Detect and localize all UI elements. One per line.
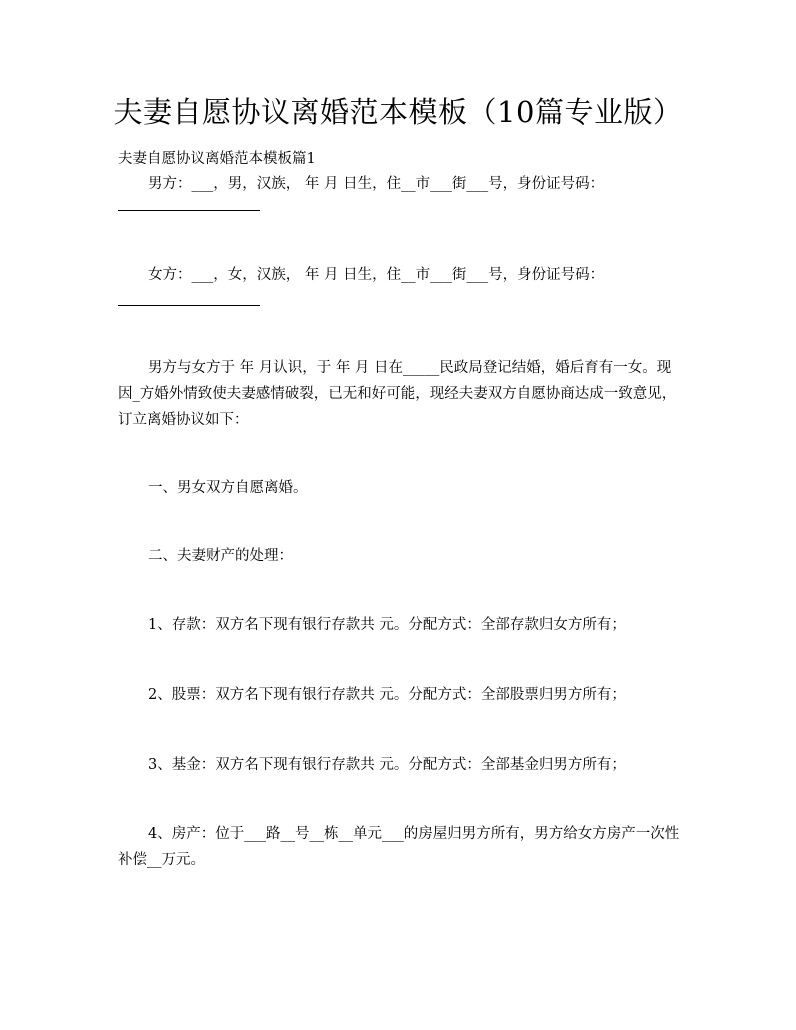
female-party-info: 女方：___，女，汉族， 年 月 日生，住__市___街___号，身份证号码： [148,267,605,283]
document-title: 夫妻自愿协议离婚范本模板（10篇专业版） [113,95,683,129]
clause-2: 二、夫妻财产的处理： [148,548,293,564]
female-id-blank-line [118,305,260,306]
property-item-4: 4、房产：位于___路__号__栋__单元___的房屋归男方所有，男方给女方房产一次性补偿__万元。 [118,826,680,868]
male-party-info: 男方：___，男，汉族， 年 月 日生，住__市___街___号，身份证号码： [148,176,605,192]
property-item-2: 2、股票：双方名下现有银行存款共 元。分配方式：全部股票归男方所有； [148,687,626,703]
property-item-1: 1、存款：双方名下现有银行存款共 元。分配方式：全部存款归女方所有； [148,617,626,633]
male-id-blank-line [118,210,260,211]
background-paragraph: 男方与女方于 年 月认识，于 年 月 日在_____民政局登记结婚，婚后育有一女。现因_方婚外情致使夫妻感情破裂，已无和好可能，现经夫妻双方自愿协商达成一致意见，订立离婚协议如下： [118,360,677,428]
section-heading: 夫妻自愿协议离婚范本模板篇1 [118,151,316,167]
property-item-3: 3、基金：双方名下现有银行存款共 元。分配方式：全部基金归男方所有； [148,757,626,773]
clause-1: 一、男女双方自愿离婚。 [148,480,308,496]
